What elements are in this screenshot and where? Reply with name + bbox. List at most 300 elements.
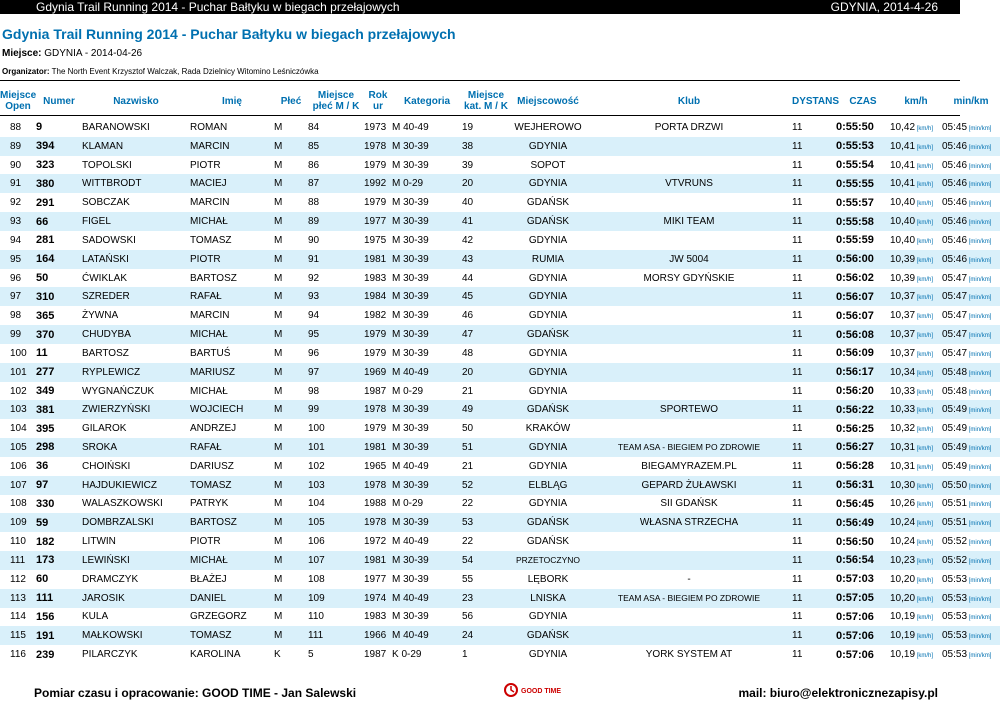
cell-minkm: 05:46 [min/km] xyxy=(942,234,992,246)
cell-kmh: 10,31 [km/h] xyxy=(890,460,934,472)
cell-klub: JW 5004 xyxy=(586,250,792,269)
unit-kmh: [km/h] xyxy=(915,389,934,396)
cell-czas: 0:56:22 xyxy=(836,400,890,419)
cell-open: 90 xyxy=(10,159,22,171)
cell-miejscowosc: GDYNIA xyxy=(510,363,586,382)
cell-nazwisko: ŻYWNA xyxy=(82,310,119,322)
cell-kmh: 10,19 [km/h] xyxy=(890,626,942,645)
cell-kategoria: M 40-49 xyxy=(392,121,429,133)
table-row xyxy=(0,419,1000,438)
cell-numer: 164 xyxy=(36,250,82,269)
cell-kmh: 10,33 [km/h] xyxy=(890,400,942,419)
cell-open: 115 xyxy=(0,626,36,645)
place-label: Miejsce: xyxy=(2,48,42,59)
cell-miejscowosc: ELBLĄG xyxy=(510,476,586,495)
cell-klub xyxy=(586,419,792,438)
cell-nazwisko: FIGEL xyxy=(82,212,190,231)
cell-plec: K xyxy=(274,649,281,661)
table-row xyxy=(0,269,1000,288)
cell-kategoria: M 30-39 xyxy=(392,310,429,322)
cell-dystans: 11 xyxy=(792,589,836,608)
footer-timing-credit: Pomiar czasu i opracowanie: GOOD TIME - Jan Salewski xyxy=(34,686,357,700)
cell-czas: 0:56:50 xyxy=(836,535,874,548)
cell-dystans: 11 xyxy=(792,626,836,645)
cell-nazwisko: BARANOWSKI xyxy=(82,121,150,133)
cell-czas: 0:56:27 xyxy=(836,438,890,457)
cell-nazwisko: SOBCZAK xyxy=(82,197,130,209)
table-row xyxy=(0,608,1000,627)
cell-open: 92 xyxy=(10,197,22,209)
cell-miejscowosc: GDYNIA xyxy=(528,649,568,661)
cell-plec: M xyxy=(274,536,283,548)
cell-plec: M xyxy=(274,347,283,359)
cell-kategoria: M 30-39 xyxy=(392,137,462,156)
cell-numer: 182 xyxy=(36,535,55,548)
unit-kmh: [km/h] xyxy=(915,163,934,170)
cell-minkm: 05:53 [min/km] xyxy=(942,573,992,585)
cell-miejsce-plec: 110 xyxy=(308,611,324,623)
unit-minkm: [min/km] xyxy=(967,615,992,622)
cell-nazwisko: WALASZKOWSKI xyxy=(82,498,163,510)
cell-miejsce-kat: 45 xyxy=(462,287,510,306)
table-row xyxy=(0,495,1000,514)
cell-open: 95 xyxy=(0,250,36,269)
cell-numer: 370 xyxy=(36,325,82,344)
cell-nazwisko: RYPLEWICZ xyxy=(82,363,190,382)
cell-plec: M xyxy=(274,589,308,608)
table-row xyxy=(0,570,1000,589)
cell-minkm: 05:46 [min/km] xyxy=(942,250,1000,269)
cell-miejscowosc: GDAŃSK xyxy=(526,197,570,209)
cell-kmh: 10,37 [km/h] xyxy=(890,287,942,306)
unit-minkm: [min/km] xyxy=(967,389,992,396)
unit-minkm: [min/km] xyxy=(967,144,992,151)
cell-klub xyxy=(586,306,792,325)
cell-nazwisko: SROKA xyxy=(82,438,190,457)
cell-plec: M xyxy=(274,310,283,322)
cell-kategoria: M 30-39 xyxy=(392,347,429,359)
cell-miejscowosc: GDAŃSK xyxy=(510,513,586,532)
cell-imie: RAFAŁ xyxy=(190,438,274,457)
cell-kmh: 10,23 [km/h] xyxy=(890,551,942,570)
unit-kmh: [km/h] xyxy=(915,220,934,227)
cell-imie: MACIEJ xyxy=(190,174,274,193)
unit-kmh: [km/h] xyxy=(915,125,934,132)
cell-rok: 1979 xyxy=(364,197,387,209)
cell-kategoria: M 40-49 xyxy=(392,626,462,645)
cell-klub xyxy=(586,231,792,250)
cell-kmh: 10,24 [km/h] xyxy=(890,513,942,532)
cell-rok: 1979 xyxy=(364,347,387,359)
cell-miejsce-plec: 93 xyxy=(308,287,364,306)
cell-miejsce-plec: 85 xyxy=(308,137,364,156)
cell-imie: TOMASZ xyxy=(190,234,232,246)
cell-miejsce-plec: 106 xyxy=(308,536,325,548)
cell-minkm: 05:49 [min/km] xyxy=(942,400,1000,419)
cell-imie: PIOTR xyxy=(190,536,221,548)
cell-miejsce-plec: 96 xyxy=(308,347,320,359)
cell-rok: 1979 xyxy=(364,325,392,344)
cell-klub: YORK SYSTEM AT xyxy=(645,649,733,661)
unit-minkm: [min/km] xyxy=(967,314,992,321)
cell-plec: M xyxy=(274,363,308,382)
unit-minkm: [min/km] xyxy=(967,596,992,603)
cell-plec: M xyxy=(274,551,308,570)
cell-miejsce-plec: 88 xyxy=(308,197,320,209)
cell-miejscowosc: GDYNIA xyxy=(528,460,568,472)
cell-miejscowosc: PRZETOCZYNO xyxy=(510,551,586,570)
unit-minkm: [min/km] xyxy=(967,238,992,245)
cell-minkm: 05:50 [min/km] xyxy=(942,476,1000,495)
table-row xyxy=(0,137,1000,156)
cell-dystans: 11 xyxy=(792,573,803,585)
cell-imie: MICHAŁ xyxy=(190,551,274,570)
cell-numer: 298 xyxy=(36,438,82,457)
cell-rok: 1983 xyxy=(364,611,387,623)
cell-minkm: 05:53 [min/km] xyxy=(942,611,992,623)
table-row xyxy=(0,438,1000,457)
unit-kmh: [km/h] xyxy=(915,596,934,603)
cell-open: 116 xyxy=(10,649,26,661)
cell-czas: 0:56:31 xyxy=(836,476,890,495)
cell-dystans: 11 xyxy=(792,197,803,209)
cell-imie: BARTOSZ xyxy=(190,513,274,532)
unit-kmh: [km/h] xyxy=(915,653,934,660)
unit-minkm: [min/km] xyxy=(967,351,992,358)
cell-open: 106 xyxy=(10,460,27,472)
cell-rok: 1973 xyxy=(364,121,387,133)
cell-klub: WŁASNA STRZECHA xyxy=(586,513,792,532)
cell-miejsce-kat: 46 xyxy=(462,310,474,322)
cell-minkm: 05:53 [min/km] xyxy=(942,649,992,661)
cell-klub xyxy=(586,344,792,363)
cell-minkm: 05:52 [min/km] xyxy=(942,536,992,548)
col-numer: Numer xyxy=(43,95,75,107)
table-row xyxy=(0,212,1000,231)
cell-miejsce-kat: 52 xyxy=(462,476,510,495)
unit-kmh: [km/h] xyxy=(915,408,934,415)
unit-kmh: [km/h] xyxy=(915,182,934,189)
header-event-name: Gdynia Trail Running 2014 - Puchar Bałtyku w biegach przełajowych xyxy=(36,0,400,14)
cell-rok: 1978 xyxy=(364,513,392,532)
unit-minkm: [min/km] xyxy=(967,653,992,660)
cell-czas: 0:55:54 xyxy=(836,159,874,172)
cell-plec: M xyxy=(274,573,283,585)
cell-kmh: 10,41 [km/h] xyxy=(890,174,942,193)
cell-plec: M xyxy=(274,137,308,156)
cell-plec: M xyxy=(274,476,308,495)
cell-klub xyxy=(586,156,792,175)
cell-miejscowosc: GDYNIA xyxy=(528,347,568,359)
cell-kategoria: M 30-39 xyxy=(392,400,462,419)
cell-dystans: 11 xyxy=(792,121,803,133)
cell-plec: M xyxy=(274,121,283,133)
cell-klub xyxy=(586,137,792,156)
col-minkm: min/km xyxy=(953,95,989,107)
cell-miejsce-kat: 44 xyxy=(462,272,474,284)
unit-kmh: [km/h] xyxy=(915,427,934,434)
cell-klub: SII GDAŃSK xyxy=(660,498,718,510)
cell-miejsce-kat: 47 xyxy=(462,325,510,344)
col-dystans: DYSTANS xyxy=(792,95,840,107)
cell-nazwisko: CHOIŃSKI xyxy=(82,460,131,472)
cell-minkm: 05:47 [min/km] xyxy=(942,272,992,284)
cell-plec: M xyxy=(274,174,308,193)
cell-minkm: 05:48 [min/km] xyxy=(942,363,1000,382)
cell-miejsce-kat: 19 xyxy=(462,121,474,133)
cell-klub: BIEGAMYRAZEM.PL xyxy=(641,460,737,472)
cell-open: 101 xyxy=(0,363,36,382)
unit-kmh: [km/h] xyxy=(915,314,934,321)
table-row xyxy=(0,156,1000,175)
cell-kmh: 10,19 [km/h] xyxy=(890,611,934,623)
cell-plec: M xyxy=(274,197,283,209)
cell-open: 99 xyxy=(0,325,36,344)
cell-minkm: 05:45 [min/km] xyxy=(942,121,992,133)
cell-minkm: 05:53 [min/km] xyxy=(942,626,1000,645)
cell-miejsce-kat: 42 xyxy=(462,234,474,246)
cell-imie: DARIUSZ xyxy=(190,460,234,472)
cell-numer: 239 xyxy=(36,648,55,661)
cell-minkm: 05:47 [min/km] xyxy=(942,325,1000,344)
cell-plec: M xyxy=(274,272,283,284)
cell-klub: VTVRUNS xyxy=(586,174,792,193)
table-row xyxy=(0,306,1000,325)
cell-miejsce-kat: 48 xyxy=(462,347,474,359)
cell-kategoria: M 30-39 xyxy=(392,423,429,435)
cell-miejsce-kat: 54 xyxy=(462,551,510,570)
cell-nazwisko: CHUDYBA xyxy=(82,325,190,344)
unit-minkm: [min/km] xyxy=(967,295,992,302)
cell-rok: 1979 xyxy=(364,423,387,435)
unit-minkm: [min/km] xyxy=(967,464,992,471)
cell-czas: 0:57:06 xyxy=(836,648,874,661)
cell-minkm: 05:46 [min/km] xyxy=(942,137,1000,156)
cell-klub xyxy=(586,325,792,344)
unit-minkm: [min/km] xyxy=(967,483,992,490)
cell-kmh: 10,40 [km/h] xyxy=(890,197,934,209)
cell-nazwisko: DOMBRZALSKI xyxy=(82,513,190,532)
unit-minkm: [min/km] xyxy=(967,577,992,584)
cell-imie: WOJCIECH xyxy=(190,400,274,419)
cell-imie: MICHAŁ xyxy=(190,325,274,344)
cell-nazwisko: PILARCZYK xyxy=(82,649,138,661)
cell-kmh: 10,32 [km/h] xyxy=(890,423,934,435)
table-row xyxy=(0,363,1000,382)
cell-rok: 1977 xyxy=(364,212,392,231)
cell-miejsce-plec: 92 xyxy=(308,272,320,284)
cell-kmh: 10,41 [km/h] xyxy=(890,159,934,171)
cell-plec: M xyxy=(274,159,283,171)
cell-kategoria: M 40-49 xyxy=(392,536,429,548)
cell-open: 91 xyxy=(0,174,36,193)
cell-numer: 36 xyxy=(36,460,49,473)
cell-kategoria: M 30-39 xyxy=(392,250,462,269)
cell-plec: M xyxy=(274,513,308,532)
cell-dystans: 11 xyxy=(792,325,836,344)
cell-miejsce-kat: 22 xyxy=(462,498,474,510)
cell-kategoria: M 30-39 xyxy=(392,438,462,457)
cell-rok: 1974 xyxy=(364,589,392,608)
unit-kmh: [km/h] xyxy=(915,370,934,377)
cell-miejscowosc: LNISKA xyxy=(510,589,586,608)
cell-miejsce-kat: 53 xyxy=(462,513,510,532)
cell-open: 96 xyxy=(10,272,22,284)
cell-nazwisko: DRAMCZYK xyxy=(82,573,139,585)
cell-numer: 277 xyxy=(36,363,82,382)
cell-numer: 9 xyxy=(36,121,43,134)
cell-kategoria: M 40-49 xyxy=(392,363,462,382)
cell-miejscowosc: GDYNIA xyxy=(510,137,586,156)
cell-kategoria: M 30-39 xyxy=(392,513,462,532)
cell-czas: 0:56:00 xyxy=(836,250,890,269)
cell-rok: 1965 xyxy=(364,460,387,472)
page-header-bar xyxy=(0,0,960,14)
cell-imie: ANDRZEJ xyxy=(190,423,237,435)
cell-miejscowosc: GDAŃSK xyxy=(510,626,586,645)
cell-kmh: 10,42 [km/h] xyxy=(890,121,934,133)
cell-czas: 0:56:20 xyxy=(836,385,874,397)
cell-miejscowosc: GDAŃSK xyxy=(526,536,570,548)
col-klub: Klub xyxy=(677,95,701,107)
header-top-rule xyxy=(0,80,960,81)
cell-miejsce-plec: 84 xyxy=(308,121,320,133)
cell-miejsce-kat: 22 xyxy=(462,536,474,548)
cell-numer: 394 xyxy=(36,137,82,156)
cell-miejsce-plec: 98 xyxy=(308,385,320,397)
cell-miejscowosc: GDYNIA xyxy=(528,385,568,397)
unit-kmh: [km/h] xyxy=(915,521,934,528)
cell-dystans: 11 xyxy=(792,272,803,284)
cell-numer: 50 xyxy=(36,272,49,285)
unit-minkm: [min/km] xyxy=(967,634,992,641)
cell-open: 88 xyxy=(10,121,22,133)
unit-kmh: [km/h] xyxy=(915,257,934,264)
col-miejscowosc: Miejscowość xyxy=(517,95,579,107)
cell-plec: M xyxy=(274,234,283,246)
logo-text: GOOD TIME xyxy=(521,688,562,695)
cell-kategoria: M 30-39 xyxy=(392,551,462,570)
cell-imie: TOMASZ xyxy=(190,626,274,645)
cell-miejscowosc: SOPOT xyxy=(530,159,566,171)
table-row xyxy=(0,476,1000,495)
cell-klub xyxy=(586,363,792,382)
cell-minkm: 05:46 [min/km] xyxy=(942,174,1000,193)
table-row xyxy=(0,344,1000,363)
cell-numer: 156 xyxy=(36,610,55,623)
cell-miejscowosc: GDYNIA xyxy=(528,234,568,246)
cell-czas: 0:55:50 xyxy=(836,121,874,134)
cell-open: 111 xyxy=(0,551,36,570)
cell-miejscowosc: GDAŃSK xyxy=(510,325,586,344)
cell-open: 105 xyxy=(0,438,36,457)
cell-rok: 1987 xyxy=(364,649,387,661)
cell-dystans: 11 xyxy=(792,159,803,171)
cell-numer: 173 xyxy=(36,551,82,570)
col-open: Miejsce Open xyxy=(0,90,37,112)
unit-kmh: [km/h] xyxy=(915,445,934,452)
cell-klub: GEPARD ŻUŁAWSKI xyxy=(586,476,792,495)
cell-nazwisko: LITWIN xyxy=(82,536,116,548)
cell-czas: 0:56:28 xyxy=(836,460,874,473)
cell-numer: 365 xyxy=(36,309,55,322)
event-place xyxy=(2,48,142,59)
cell-nazwisko: KULA xyxy=(82,611,109,623)
unit-kmh: [km/h] xyxy=(915,351,934,358)
cell-kmh: 10,39 [km/h] xyxy=(890,272,934,284)
cell-miejsce-kat: 21 xyxy=(462,385,474,397)
unit-minkm: [min/km] xyxy=(967,445,992,452)
cell-minkm: 05:47 [min/km] xyxy=(942,347,992,359)
cell-minkm: 05:48 [min/km] xyxy=(942,385,992,397)
cell-kmh: 10,33 [km/h] xyxy=(890,385,934,397)
cell-klub xyxy=(586,626,792,645)
cell-miejsce-plec: 94 xyxy=(308,310,320,322)
cell-imie: MARCIN xyxy=(190,197,230,209)
cell-miejsce-plec: 90 xyxy=(308,234,320,246)
cell-czas: 0:57:05 xyxy=(836,589,890,608)
header-date: GDYNIA, 2014-4-26 xyxy=(830,0,938,14)
cell-klub xyxy=(586,382,792,401)
cell-miejsce-plec: 108 xyxy=(308,573,325,585)
cell-open: 89 xyxy=(0,137,36,156)
cell-nazwisko: HAJDUKIEWICZ xyxy=(82,476,190,495)
cell-plec: M xyxy=(274,460,283,472)
cell-kategoria: M 30-39 xyxy=(392,212,462,231)
cell-miejscowosc: RUMIA xyxy=(510,250,586,269)
cell-miejscowosc: GDYNIA xyxy=(510,287,586,306)
cell-kmh: 10,30 [km/h] xyxy=(890,476,942,495)
cell-kmh: 10,19 [km/h] xyxy=(890,649,934,661)
cell-klub: PORTA DRZWI xyxy=(654,121,724,133)
cell-miejsce-kat: 24 xyxy=(462,626,510,645)
cell-miejsce-plec: 87 xyxy=(308,174,364,193)
cell-open: 110 xyxy=(10,536,26,548)
cell-miejsce-plec: 97 xyxy=(308,363,364,382)
cell-miejsce-plec: 101 xyxy=(308,438,364,457)
cell-miejsce-plec: 105 xyxy=(308,513,364,532)
table-row xyxy=(0,645,1000,664)
unit-kmh: [km/h] xyxy=(915,558,934,565)
cell-czas: 0:56:45 xyxy=(836,497,874,510)
cell-imie: MARCIN xyxy=(190,137,274,156)
cell-nazwisko: SADOWSKI xyxy=(82,234,136,246)
cell-miejsce-kat: 40 xyxy=(462,197,474,209)
table-row xyxy=(0,382,1000,401)
cell-miejsce-plec: 5 xyxy=(308,649,314,661)
cell-miejsce-kat: 21 xyxy=(462,460,474,472)
table-row xyxy=(0,174,1000,193)
cell-numer: 349 xyxy=(36,385,55,397)
cell-kmh: 10,37 [km/h] xyxy=(890,347,934,359)
cell-rok: 1988 xyxy=(364,498,387,510)
cell-plec: M xyxy=(274,212,308,231)
table-row xyxy=(0,325,1000,344)
cell-miejsce-plec: 91 xyxy=(308,250,364,269)
cell-miejsce-kat: 23 xyxy=(462,589,510,608)
cell-numer: 395 xyxy=(36,422,55,435)
cell-kmh: 10,37 [km/h] xyxy=(890,325,942,344)
cell-czas: 0:56:02 xyxy=(836,272,874,285)
cell-miejsce-plec: 86 xyxy=(308,159,320,171)
cell-miejscowosc: GDYNIA xyxy=(528,310,568,322)
cell-czas: 0:56:25 xyxy=(836,422,874,435)
cell-plec: M xyxy=(274,626,308,645)
cell-rok: 1978 xyxy=(364,137,392,156)
unit-minkm: [min/km] xyxy=(967,333,992,340)
cell-czas: 0:56:17 xyxy=(836,363,890,382)
unit-minkm: [min/km] xyxy=(967,163,992,170)
